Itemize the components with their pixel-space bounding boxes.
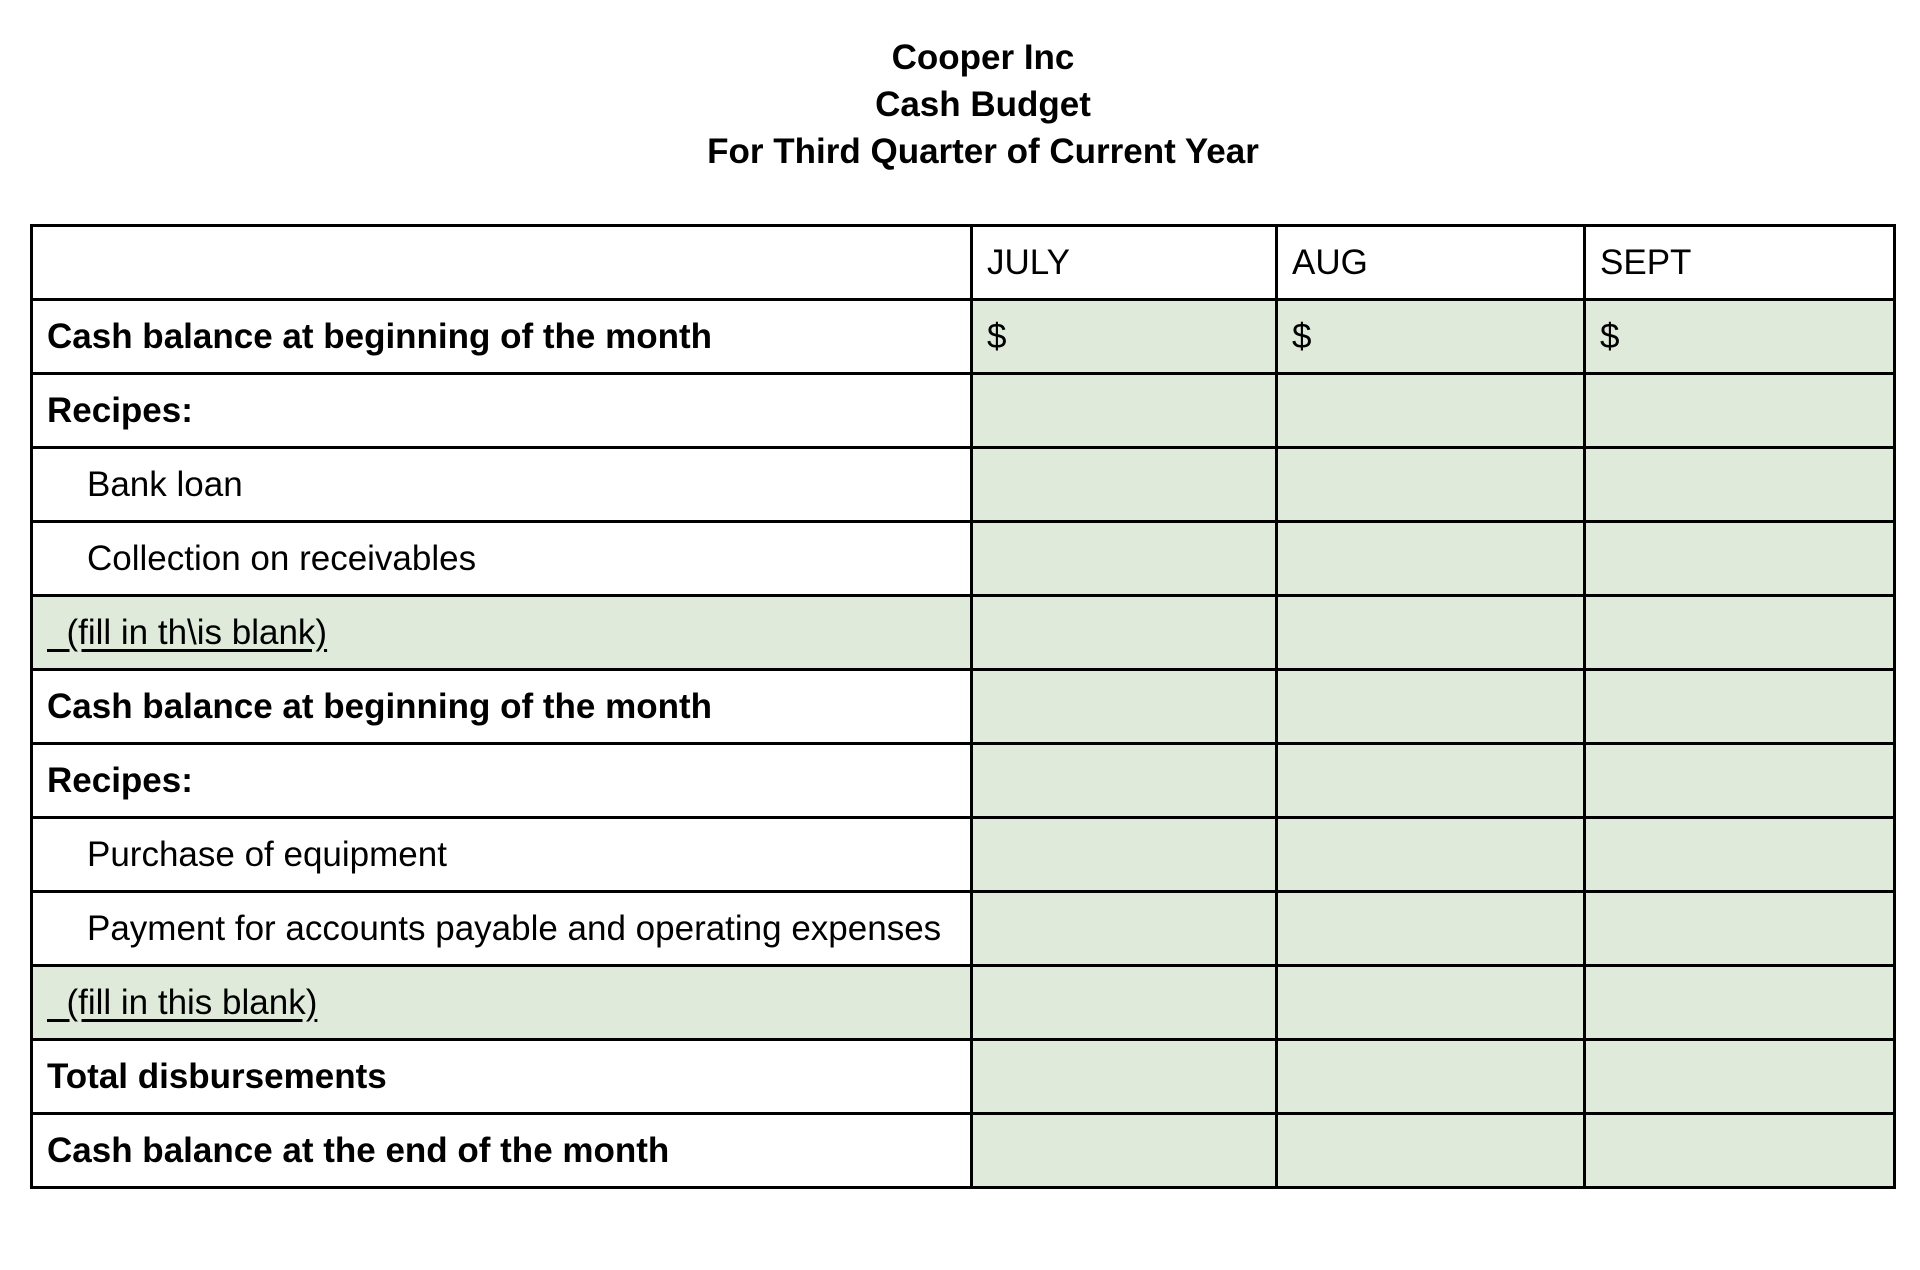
row-label: Collection on receivables: [32, 522, 972, 596]
table-row: [32, 744, 1895, 818]
row-label: Cash balance at beginning of the month: [32, 670, 972, 744]
july-value-cell[interactable]: [972, 1040, 1277, 1114]
aug-value-cell[interactable]: [1277, 1114, 1585, 1188]
company-name: Cooper Inc: [891, 38, 1075, 77]
july-value-cell[interactable]: [972, 448, 1277, 522]
sept-value-cell[interactable]: [1585, 818, 1895, 892]
sept-value-cell[interactable]: $: [1585, 300, 1895, 374]
july-value-cell[interactable]: [972, 522, 1277, 596]
table-row: [32, 448, 1895, 522]
header-row: [32, 226, 1895, 300]
column-header-sept: SEPT: [1585, 226, 1895, 300]
sept-value-cell[interactable]: [1585, 596, 1895, 670]
fill-in-blank-disbursements-cell[interactable]: [32, 966, 972, 1040]
sept-value-cell[interactable]: [1585, 744, 1895, 818]
aug-value-cell[interactable]: [1277, 966, 1585, 1040]
report-title-block: [0, 34, 1920, 175]
sept-value-cell[interactable]: [1585, 522, 1895, 596]
aug-value-cell[interactable]: $: [1277, 300, 1585, 374]
report-period: For Third Quarter of Current Year: [707, 132, 1259, 171]
table-row: [32, 670, 1895, 744]
row-label: Bank loan: [32, 448, 972, 522]
sept-value-cell[interactable]: [1585, 670, 1895, 744]
july-value-cell[interactable]: [972, 374, 1277, 448]
table-row: [32, 966, 1895, 1040]
row-label: Cash balance at the end of the month: [32, 1114, 972, 1188]
fill-in-blank-label: (fill in th\is blank): [47, 612, 328, 652]
july-value-cell[interactable]: [972, 670, 1277, 744]
aug-value-cell[interactable]: [1277, 522, 1585, 596]
header-corner-cell: [32, 226, 972, 300]
july-value-cell[interactable]: [972, 966, 1277, 1040]
table-row: [32, 522, 1895, 596]
sept-value-cell[interactable]: [1585, 1114, 1895, 1188]
sept-value-cell[interactable]: [1585, 448, 1895, 522]
july-value-cell[interactable]: [972, 596, 1277, 670]
july-value-cell[interactable]: [972, 1114, 1277, 1188]
cash-budget-table: [30, 224, 1896, 1189]
aug-value-cell[interactable]: [1277, 892, 1585, 966]
aug-value-cell[interactable]: [1277, 448, 1585, 522]
table-row: [32, 1114, 1895, 1188]
row-label: Payment for accounts payable and operating expenses: [32, 892, 972, 966]
table-row: [32, 1040, 1895, 1114]
table-row: [32, 892, 1895, 966]
aug-value-cell[interactable]: [1277, 1040, 1585, 1114]
aug-value-cell[interactable]: [1277, 374, 1585, 448]
row-label: Purchase of equipment: [32, 818, 972, 892]
sept-value-cell[interactable]: [1585, 1040, 1895, 1114]
sept-value-cell[interactable]: [1585, 966, 1895, 1040]
fill-in-blank-label: (fill in this blank): [47, 982, 318, 1022]
aug-value-cell[interactable]: [1277, 744, 1585, 818]
july-value-cell[interactable]: [972, 744, 1277, 818]
aug-value-cell[interactable]: [1277, 596, 1585, 670]
aug-value-cell[interactable]: [1277, 818, 1585, 892]
row-label: Total disbursements: [32, 1040, 972, 1114]
table-row: [32, 300, 1895, 374]
aug-value-cell[interactable]: [1277, 670, 1585, 744]
report-name: Cash Budget: [875, 85, 1091, 124]
sept-value-cell[interactable]: [1585, 374, 1895, 448]
fill-in-blank-receipts-cell[interactable]: [32, 596, 972, 670]
july-value-cell[interactable]: [972, 892, 1277, 966]
row-label: Cash balance at beginning of the month: [32, 300, 972, 374]
column-header-aug: AUG: [1277, 226, 1585, 300]
july-value-cell[interactable]: [972, 818, 1277, 892]
column-header-july: JULY: [972, 226, 1277, 300]
table-row: [32, 596, 1895, 670]
table-row: [32, 818, 1895, 892]
july-value-cell[interactable]: $: [972, 300, 1277, 374]
sept-value-cell[interactable]: [1585, 892, 1895, 966]
row-label: Recipes:: [32, 374, 972, 448]
row-label: Recipes:: [32, 744, 972, 818]
table-row: [32, 374, 1895, 448]
